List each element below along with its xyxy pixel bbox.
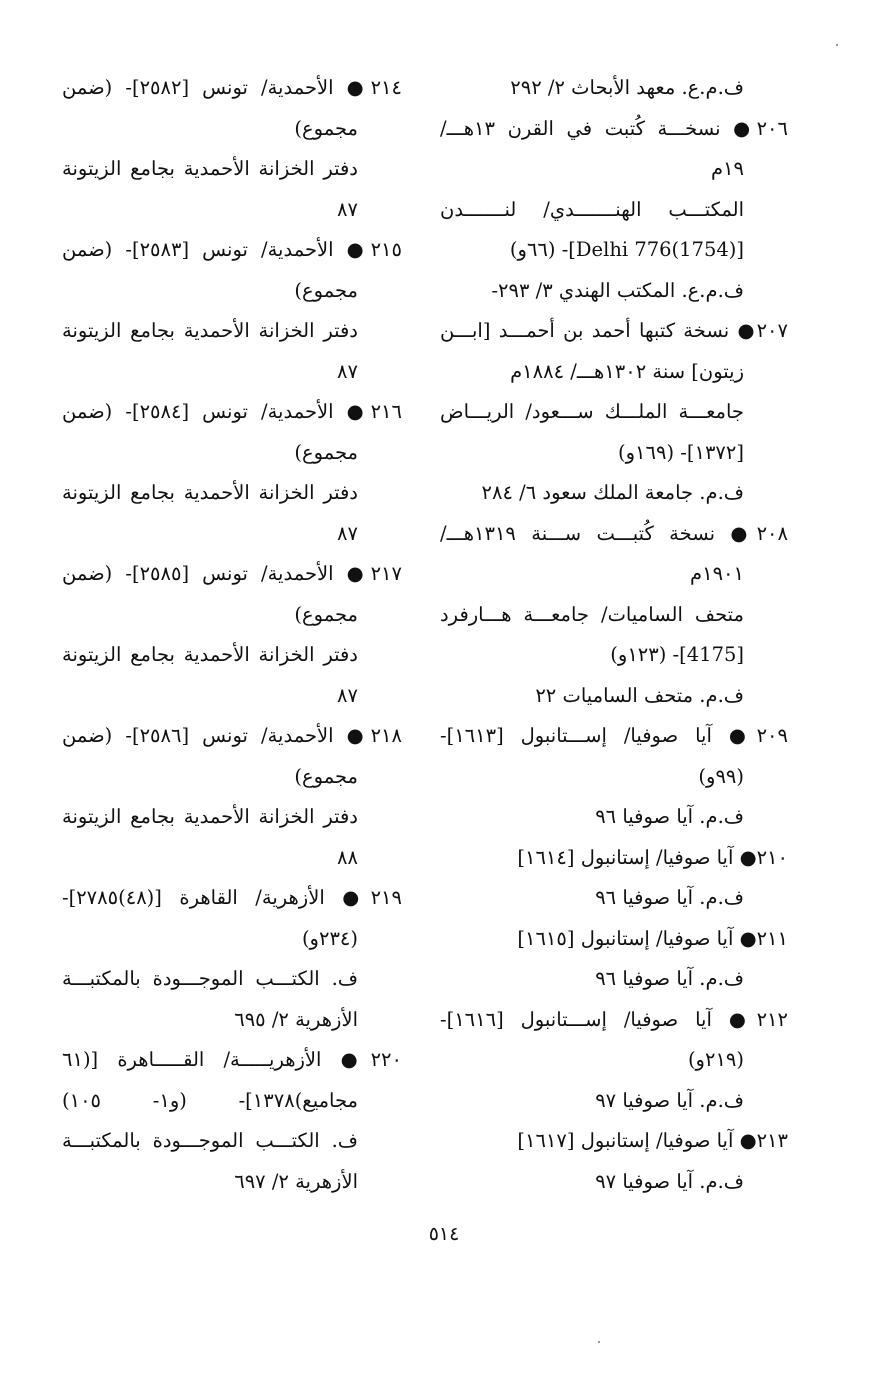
page-number: ٥١٤	[428, 1223, 460, 1245]
right-column-line: ٢١٣● آيا صوفيا/ إستانبول [١٦١٧]	[517, 1129, 788, 1152]
left-column-line: مجاميع)١٣٧٨]- (و١- ١٠٥)	[62, 1089, 358, 1112]
right-column-line: ف.م. آيا صوفيا ٩٦	[595, 886, 744, 909]
right-column-line: (٩٩و)	[698, 765, 744, 788]
scan-speck	[598, 1341, 600, 1343]
right-column-line: ٢٠٨● نسخة كُتبـــت ســـنة ١٣١٩هـــ/	[440, 522, 788, 545]
left-column-line: ف. الكتـــب الموجـــودة بالمكتبـــة	[62, 967, 358, 990]
right-column-line: ٢١٠● آيا صوفيا/ إستانبول [١٦١٤]	[517, 846, 788, 869]
right-column-line: جامعـــة الملـــك ســـعود/ الريـــاض	[440, 400, 744, 423]
left-column-line: مجموع)	[294, 603, 358, 626]
left-column-line: ٢١٧● الأحمدية/ تونس [٢٥٨٥]- (ضمن	[62, 562, 402, 585]
right-column-line: [4175]- (١٢٣و)	[610, 643, 744, 666]
left-column-line: الأزهرية ٢/ ٦٩٧	[234, 1170, 358, 1193]
right-column-line: ٢٠٦● نسخـــة كُتبت في القرن ١٣هـــ/	[440, 117, 788, 140]
right-column-line: ٢١١● آيا صوفيا/ إستانبول [١٦١٥]	[517, 927, 788, 950]
left-column-line: (٢٣٤و)	[301, 927, 358, 950]
left-column-line: مجموع)	[294, 441, 358, 464]
right-column-line: ف.م.ع. المكتب الهندي ٣/ ٢٩٣-	[491, 279, 744, 302]
right-column-line: ف.م. آيا صوفيا ٩٦	[595, 967, 744, 990]
scan-speck	[836, 44, 838, 46]
right-column-line: زيتون] سنة ١٣٠٢هـــ/ ١٨٨٤م	[510, 360, 744, 383]
right-column-line: ١٩٠١م	[690, 562, 744, 585]
left-column-line: ٢١٨● الأحمدية/ تونس [٢٥٨٦]- (ضمن	[62, 724, 402, 747]
right-column-line: [١٣٧٢]- (١٦٩و)	[618, 441, 744, 464]
left-column-line: مجموع)	[294, 117, 358, 140]
left-column-line: ٨٧	[337, 522, 358, 545]
right-column-line: ٢٠٧● نسخة كتبها أحمد بن أحمـــد [ابـــن	[440, 319, 788, 342]
left-column-line: الأزهرية ٢/ ٦٩٥	[234, 1008, 358, 1031]
left-column-line: ٢١٤● الأحمدية/ تونس [٢٥٨٢]- (ضمن	[62, 76, 402, 99]
right-column-line: ف.م. آيا صوفيا ٩٧	[595, 1089, 744, 1112]
left-column-line: ٨٧	[337, 198, 358, 221]
left-column-line: مجموع)	[294, 279, 358, 302]
right-column-line: [Delhi 776(1754)]- (٦٦و)	[509, 238, 744, 261]
right-column-line: ٢٠٩● آيا صوفيا/ إســـتانبول [١٦١٣]-	[440, 724, 788, 747]
right-column-line: ف.م. متحف الساميات ٢٢	[535, 684, 744, 707]
left-column-line: دفتر الخزانة الأحمدية بجامع الزيتونة	[62, 319, 358, 342]
right-column-line: ف.م.ع. معهد الأبحاث ٢/ ٢٩٢	[510, 76, 744, 99]
left-column-line: ف. الكتـــب الموجـــودة بالمكتبـــة	[62, 1129, 358, 1152]
left-column-line: دفتر الخزانة الأحمدية بجامع الزيتونة	[62, 805, 358, 828]
left-column-line: ٢١٩● الأزهرية/ القاهرة [(٤٨)٢٧٨٥]-	[62, 886, 402, 909]
left-column-line: ٨٨	[337, 846, 358, 869]
right-column-line: ف.م. جامعة الملك سعود ٦/ ٢٨٤	[481, 481, 744, 504]
left-column-line: مجموع)	[294, 765, 358, 788]
left-column-line: دفتر الخزانة الأحمدية بجامع الزيتونة	[62, 643, 358, 666]
left-column-line: ٢٢٠● الأزهريـــــة/ القـــــاهرة [(٦١	[62, 1048, 402, 1071]
right-column-line: ٢١٢● آيا صوفيا/ إســـتانبول [١٦١٦]-	[440, 1008, 788, 1031]
right-column-line: متحف الساميات/ جامعـــة هـــارفرد	[440, 603, 744, 626]
right-column-line: المكتـــب الهنـــــــدي/ لنـــــــدن	[440, 198, 744, 221]
left-column-line: ٢١٥● الأحمدية/ تونس [٢٥٨٣]- (ضمن	[62, 238, 402, 261]
right-column-line: ف.م. آيا صوفيا ٩٦	[595, 805, 744, 828]
right-column-line: ف.م. آيا صوفيا ٩٧	[595, 1170, 744, 1193]
right-column-line: (٢١٩و)	[687, 1048, 744, 1071]
left-column-line: دفتر الخزانة الأحمدية بجامع الزيتونة	[62, 157, 358, 180]
left-column-line: ٨٧	[337, 360, 358, 383]
right-column-line: ١٩م	[710, 157, 744, 180]
left-column-line: ٨٧	[337, 684, 358, 707]
left-column-line: دفتر الخزانة الأحمدية بجامع الزيتونة	[62, 481, 358, 504]
left-column-line: ٢١٦● الأحمدية/ تونس [٢٥٨٤]- (ضمن	[62, 400, 402, 423]
